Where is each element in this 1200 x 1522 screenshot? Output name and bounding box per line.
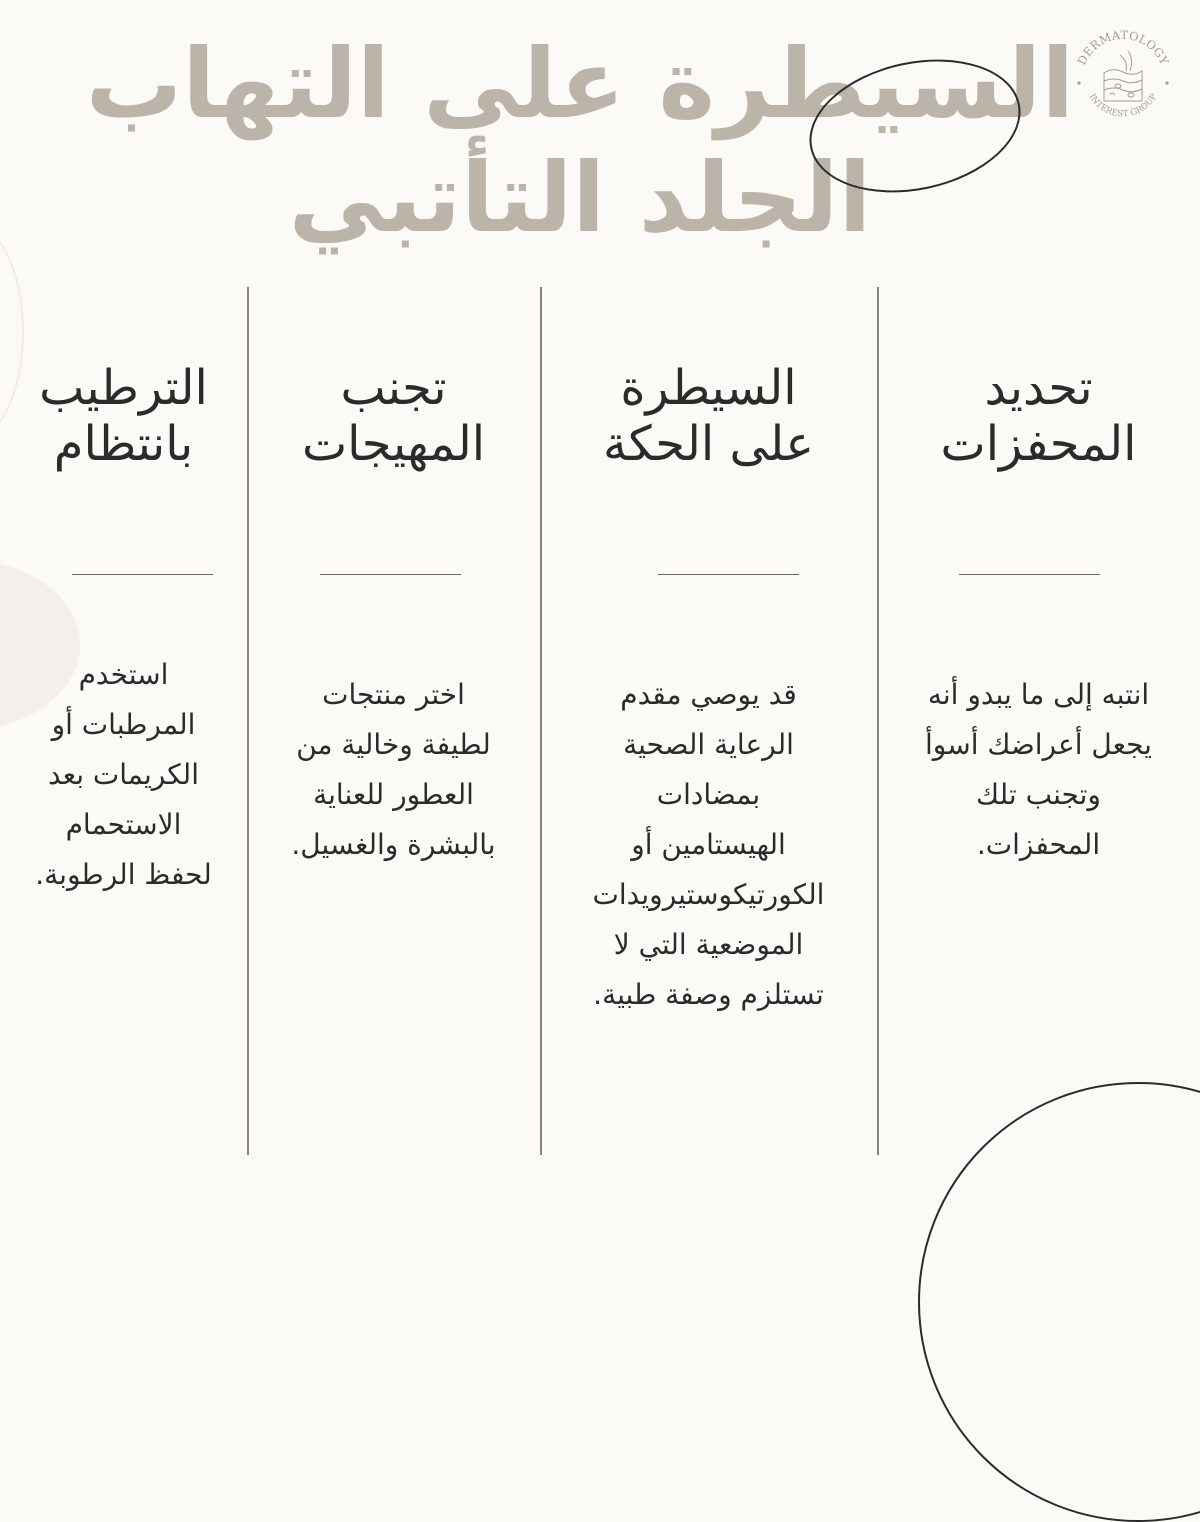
column-heading: الترطيب بانتظام — [39, 360, 208, 472]
column-body-text: انتبه إلى ما يبدو أنه يجعل أعراضك أسوأ وتجنب تلك المحفزات. — [925, 678, 1152, 861]
column-identify-triggers — [877, 0, 1200, 1200]
column-heading: السيطرة على الحكة — [603, 360, 814, 472]
column-control-itch — [540, 0, 877, 1200]
page-title-line-1: السيطرة على التهاب — [85, 28, 1075, 140]
column-body-text: اختر منتجات لطيفة وخالية من العطور للعناية بالبشرة والغسيل. — [291, 678, 496, 861]
column-body-text: استخدم المرطبات أو الكريمات بعد الاستحمام لحفظ الرطوبة. — [35, 658, 212, 891]
column-heading: تجنب المهيجات — [301, 360, 486, 472]
column-separator — [72, 574, 213, 575]
column-body-text: قد يوصي مقدم الرعاية الصحية بمضادات الهيستامين أو الكورتيكوستيرويدات الموضعية التي لا تستلزم وصفة طبية. — [592, 678, 825, 1011]
column-separator — [959, 574, 1100, 575]
column-moisturize — [0, 0, 247, 1200]
column-heading: تحديد المحفزات — [940, 360, 1137, 472]
logo-bottom-text: INTEREST GROUP — [1086, 92, 1160, 120]
logo-top-text: DERMATOLOGY — [1074, 27, 1172, 68]
page-title-line-2: الجلد التأتبي — [288, 142, 872, 254]
column-separator — [658, 574, 799, 575]
column-separator — [320, 574, 461, 575]
column-avoid-irritants — [247, 0, 540, 1200]
